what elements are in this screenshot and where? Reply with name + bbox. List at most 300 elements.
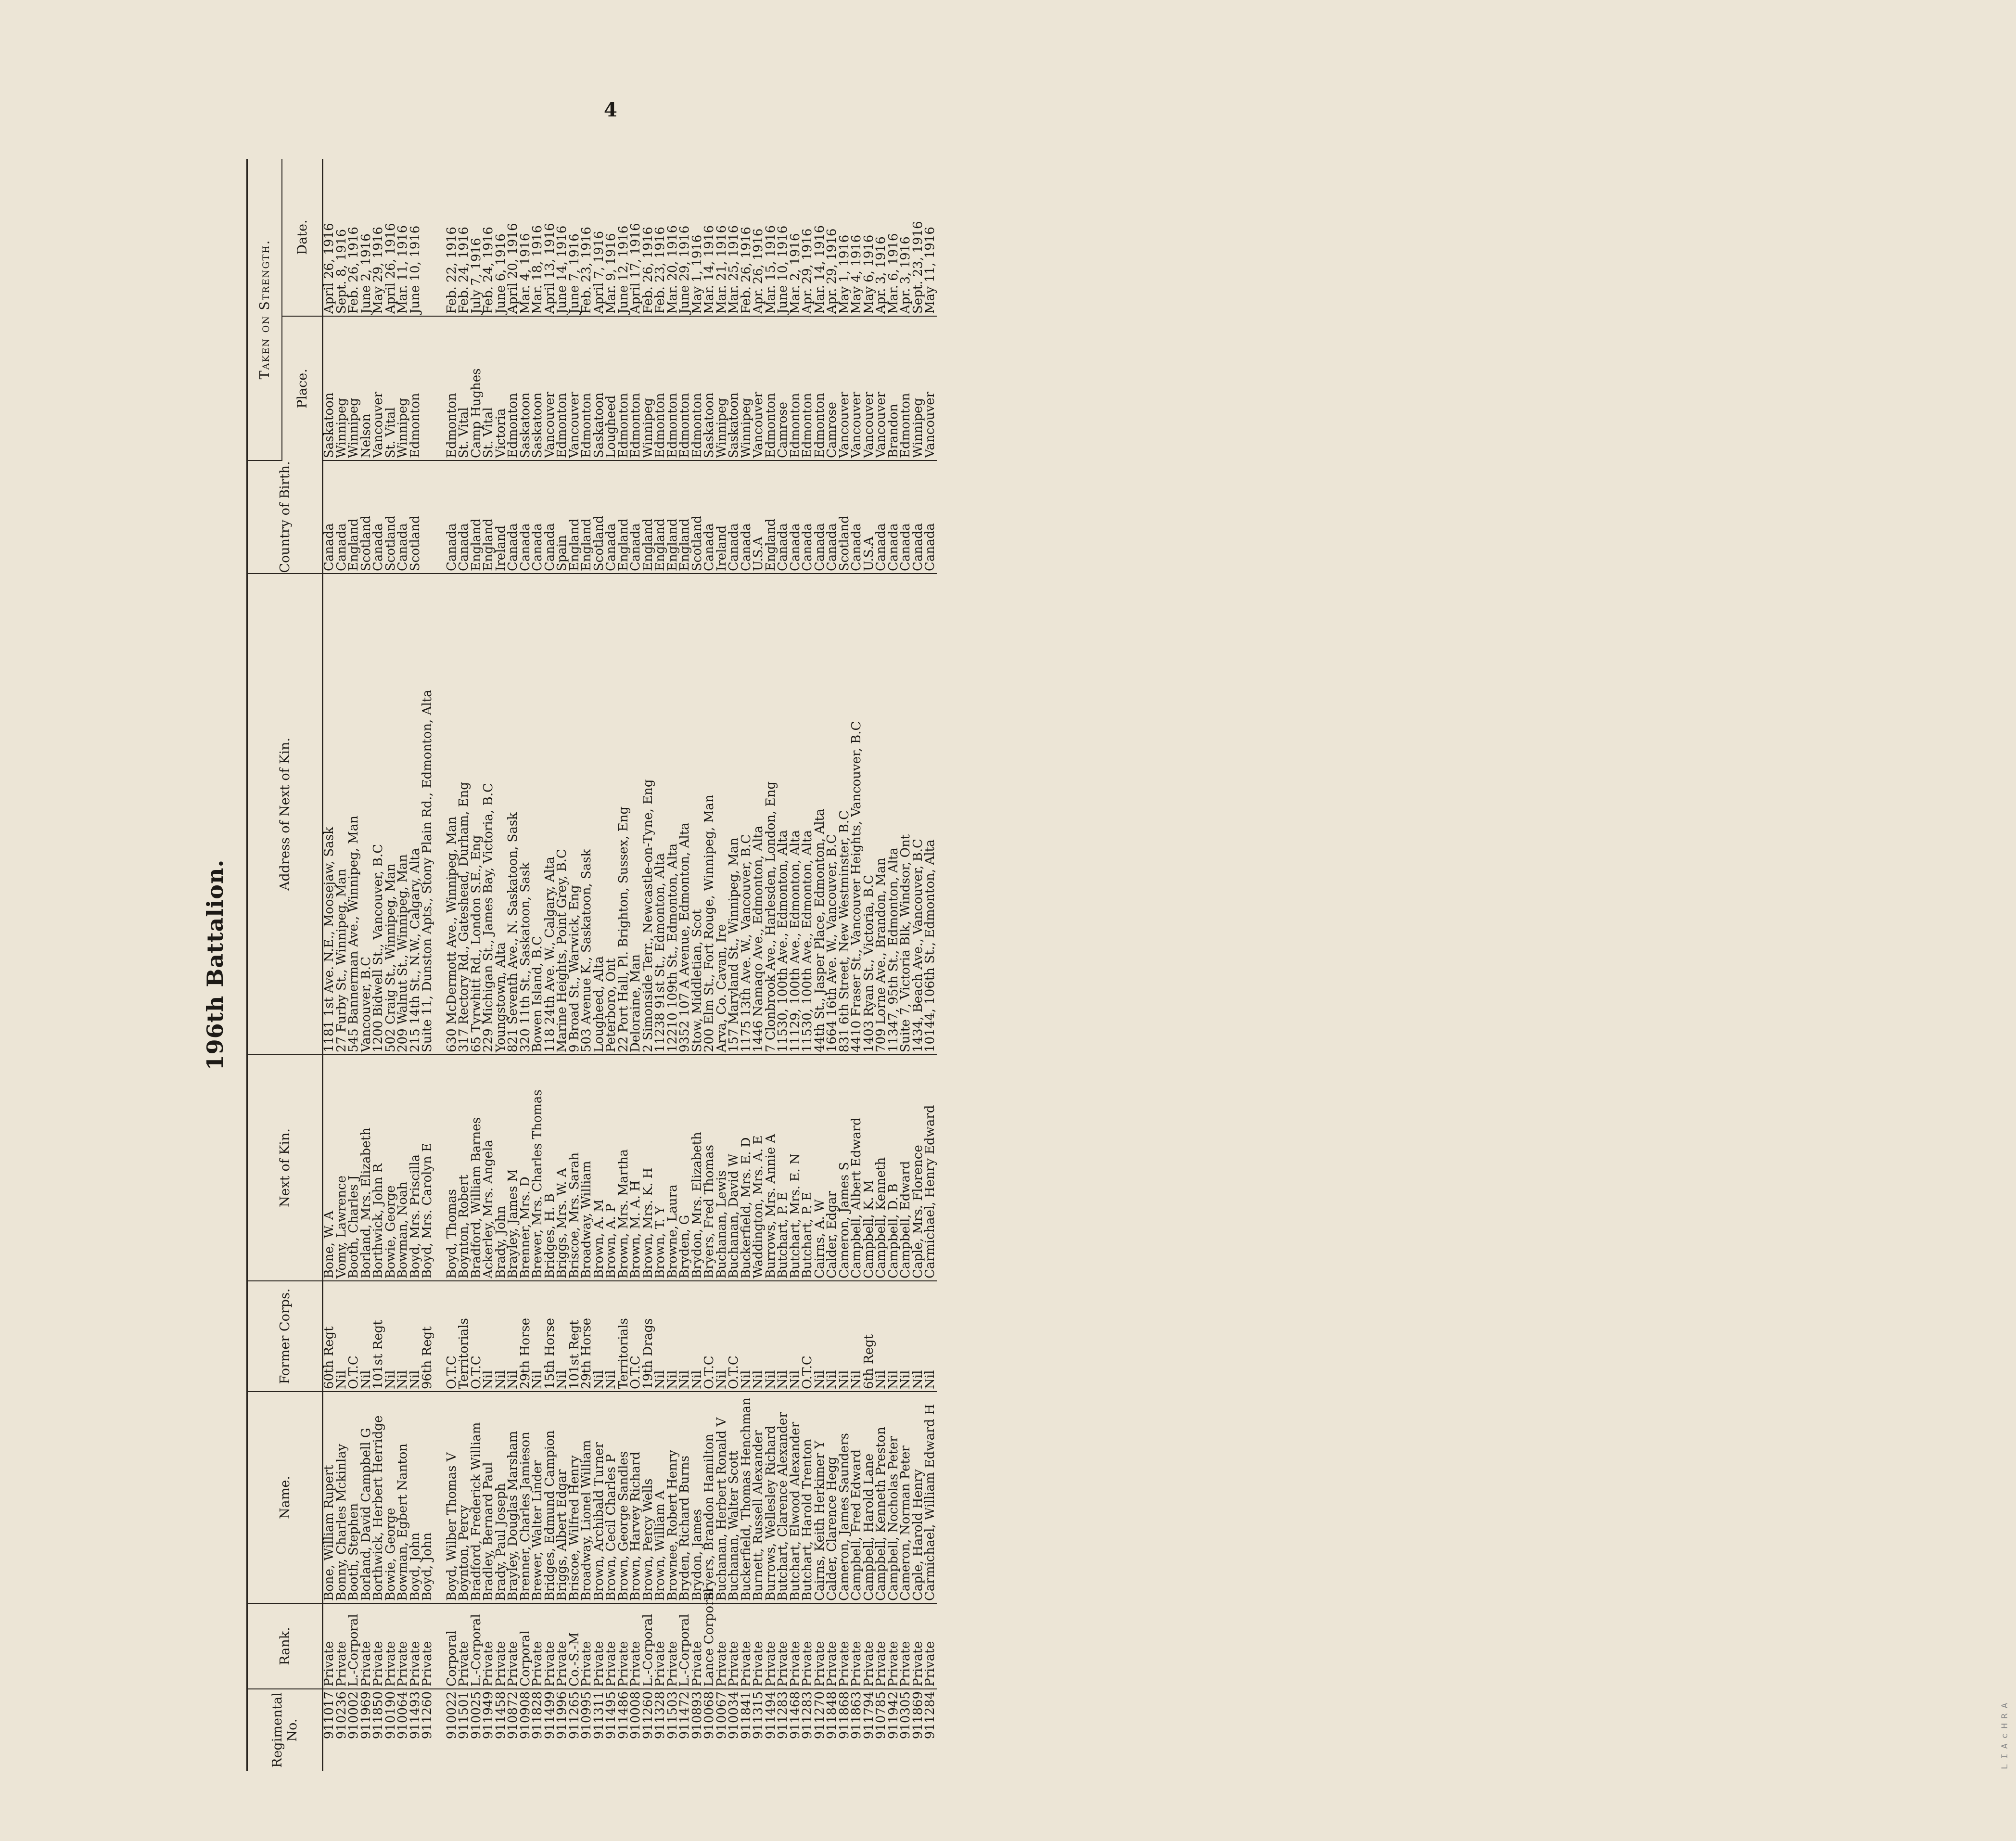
cell-next-of-kin: Brayley, James M [507, 1055, 520, 1281]
cell-next-of-kin: Boyd, Thomas [446, 1055, 459, 1281]
cell-former-corps: O.T.C [446, 1281, 459, 1392]
cell-name: Campbell, Nocholas Peter [888, 1392, 900, 1603]
cell-place: Saskatoon [593, 316, 606, 460]
header-address: Address of Next of Kin. [247, 574, 323, 1055]
cell-rank: Private [372, 1603, 385, 1689]
cell-former-corps: Nil [495, 1281, 508, 1392]
cell-name: Borthwick, Herbert Herridge [372, 1392, 385, 1603]
cell-address: 1181 1st Ave. N.E., Moosejaw, Sask [323, 574, 336, 1055]
cell-next-of-kin: Brenner, Mrs. D [520, 1055, 532, 1281]
table-row [728, 159, 740, 1771]
cell-regimental-no: 910872 [506, 1691, 520, 1739]
cell-name: Calder, Clarence Hegg [826, 1392, 839, 1603]
header-rank: Rank. [247, 1603, 323, 1689]
table-row [348, 159, 360, 1771]
cell-name: Bowman, Egbert Nanton [397, 1392, 409, 1603]
cell-country: Canada [458, 460, 471, 574]
cell-country: England [642, 460, 655, 574]
cell-date: April 17, 1916 [630, 159, 642, 316]
cell-country: England [679, 460, 691, 574]
cell-next-of-kin: Bowie, George [385, 1055, 397, 1281]
cell-date: April 20, 1916 [507, 159, 520, 316]
cell-rank: Private [421, 1603, 434, 1689]
cell-address: 545 Bannerman Ave., Winnipeg, Man [348, 574, 360, 1055]
cell-regimental-no: 911863 [849, 1691, 864, 1739]
cell-address: 4410 Fraser St., Vancouver Heights, Vancouver, B.C [851, 574, 863, 1055]
cell-rank: Private [360, 1603, 373, 1689]
cell-place: Vancouver [875, 316, 888, 460]
cell-date [421, 159, 434, 316]
table-row [875, 159, 888, 1771]
cell-place: Vancouver [544, 316, 557, 460]
cell-name: Butchart, Harold Trenton [802, 1392, 814, 1603]
cell-place: Edmonton [790, 316, 802, 460]
cell-place: Saskatoon [520, 316, 532, 460]
cell-next-of-kin: Briggs, Mrs. W. A [556, 1055, 569, 1281]
cell-rank: Private [532, 1603, 544, 1689]
cell-former-corps: Nil [336, 1281, 348, 1392]
cell-name: Buchanan, Herbert Ronald V [716, 1392, 728, 1603]
cell-place: Edmonton [765, 316, 778, 460]
cell-date: May 11, 1916 [924, 159, 937, 316]
cell-place: Vancouver [372, 316, 385, 460]
cell-former-corps: Nil [691, 1281, 704, 1392]
cell-rank: Private [495, 1603, 508, 1689]
cell-place [421, 316, 434, 460]
cell-rank: Private [654, 1603, 667, 1689]
cell-rank: Private [556, 1603, 569, 1689]
cell-address: 502 Craig St., Winnipeg, Man [385, 574, 397, 1055]
table-row [851, 159, 863, 1771]
cell-place: Victoria [495, 316, 508, 460]
cell-address: 11530, 100th Ave., Edmonton, Alta [802, 574, 814, 1055]
cell-former-corps: O.T.C [471, 1281, 483, 1392]
cell-regimental-no: 911869 [910, 1691, 925, 1739]
cell-rank: Private [458, 1603, 471, 1689]
cell-date: May 4, 1916 [851, 159, 863, 316]
cell-rank: Private [802, 1603, 814, 1689]
cell-date: Feb. 24, 1916 [458, 159, 471, 316]
cell-place: Vancouver [839, 316, 851, 460]
cell-name: Boynton, Percy [458, 1392, 471, 1603]
cell-name: Brydon, James [691, 1392, 704, 1603]
cell-next-of-kin: Vomy, Lawrence [336, 1055, 348, 1281]
cell-address: 11129, 100th Ave., Edmonton, Alta [790, 574, 802, 1055]
cell-address: 12210 109th St., Edmonton, Alta [667, 574, 679, 1055]
cell-next-of-kin: Brown, T. Y [654, 1055, 667, 1281]
cell-date: June 14, 1916 [556, 159, 569, 316]
cell-country: Canada [851, 460, 863, 574]
cell-former-corps: 19th Drags [642, 1281, 655, 1392]
cell-place: Saskatoon [532, 316, 544, 460]
cell-name: Booth, Stephen [348, 1392, 360, 1603]
table-row [924, 159, 937, 1771]
cell-date: July 7, 1916 [471, 159, 483, 316]
cell-country: England [618, 460, 630, 574]
cell-date: May 1, 1916 [839, 159, 851, 316]
cell-name: Bryers, Brandon Hamilton [703, 1392, 716, 1603]
cell-former-corps: Nil [605, 1281, 618, 1392]
cell-former-corps: Nil [765, 1281, 778, 1392]
cell-next-of-kin: Broadway, William [581, 1055, 593, 1281]
cell-date: Mar. 21, 1916 [716, 159, 728, 316]
cell-name: Brownee, Robert Henry [667, 1392, 679, 1603]
cell-place: Vancouver [924, 316, 937, 460]
table-row [556, 159, 569, 1771]
cell-address: Deloraine, Man [630, 574, 642, 1055]
table-row [703, 159, 716, 1771]
cell-next-of-kin: Briscoe, Mrs. Sarah [569, 1055, 581, 1281]
cell-name: Brown, William A [654, 1392, 667, 1603]
cell-date: April 26, 1916 [323, 159, 336, 316]
cell-name: Bonny, Charles Mckinlay [336, 1392, 348, 1603]
cell-regimental-no: 911315 [751, 1691, 766, 1739]
cell-country: U.S.A [753, 460, 765, 574]
cell-name: Broadway, Lionel William [581, 1392, 593, 1603]
cell-regimental-no: 910908 [518, 1691, 533, 1739]
cell-name: Brewer, Walter Linder [532, 1392, 544, 1603]
cell-former-corps: Nil [900, 1281, 912, 1392]
cell-regimental-no: 911265 [567, 1691, 582, 1739]
cell-country: Canada [875, 460, 888, 574]
cell-rank: Private [507, 1603, 520, 1689]
cell-regimental-no: 910002 [346, 1691, 361, 1739]
cell-former-corps: Nil [593, 1281, 606, 1392]
cell-former-corps: 101st Regt [569, 1281, 581, 1392]
cell-rank: Private [581, 1603, 593, 1689]
cell-regimental-no: 911283 [776, 1691, 790, 1739]
cell-regimental-no: 911468 [788, 1691, 803, 1739]
cell-rank: Private [618, 1603, 630, 1689]
cell-name: Bone, William Rupert [323, 1392, 336, 1603]
cell-place: Camp Hughes [471, 316, 483, 460]
cell-name: Cameron, Norman Peter [900, 1392, 912, 1603]
cell-place: St. Vital [385, 316, 397, 460]
cell-next-of-kin: Butchart, Mrs. E. N [790, 1055, 802, 1281]
spacer-cell [434, 574, 446, 1055]
cell-next-of-kin: Buckerfield, Mrs. E. D [740, 1055, 753, 1281]
cell-country: U.S.A [863, 460, 876, 574]
cell-country: England [471, 460, 483, 574]
cell-place: Edmonton [630, 316, 642, 460]
cell-next-of-kin: Calder, Edgar [826, 1055, 839, 1281]
cell-regimental-no: 910305 [898, 1691, 913, 1739]
cell-place: Edmonton [556, 316, 569, 460]
table-row [372, 159, 385, 1771]
cell-rank: Private [912, 1603, 925, 1689]
cell-former-corps: 15th Horse [544, 1281, 557, 1392]
cell-place: Winnipeg [912, 316, 925, 460]
rotated-roll [202, 159, 2016, 1771]
cell-next-of-kin: Campbell, Edward [900, 1055, 912, 1281]
spacer-cell [434, 1281, 446, 1392]
cell-rank: Private [409, 1603, 422, 1689]
cell-country: Canada [900, 460, 912, 574]
cell-country: Canada [520, 460, 532, 574]
cell-address: 1200 Bidwell St., Vancouver, B.C [372, 574, 385, 1055]
cell-rank: L.-Corporal [348, 1603, 360, 1689]
cell-place: Edmonton [814, 316, 827, 460]
cell-name: Bradford, Frederick William [471, 1392, 483, 1603]
cell-place: Winnipeg [716, 316, 728, 460]
cell-place: Edmonton [654, 316, 667, 460]
cell-country: England [581, 460, 593, 574]
cell-country: Canada [372, 460, 385, 574]
cell-next-of-kin: Brydon, Mrs. Elizabeth [691, 1055, 704, 1281]
cell-regimental-no: 911868 [837, 1691, 852, 1739]
cell-next-of-kin: Cairns, A. W [814, 1055, 827, 1281]
cell-country: Canada [323, 460, 336, 574]
cell-date: June 29, 1916 [679, 159, 691, 316]
header-former-corps: Former Corps. [247, 1281, 323, 1392]
cell-country: England [654, 460, 667, 574]
cell-former-corps: Nil [790, 1281, 802, 1392]
cell-next-of-kin: Buchanan, David W [728, 1055, 740, 1281]
cell-country: Scotland [385, 460, 397, 574]
cell-rank: Private [790, 1603, 802, 1689]
cell-regimental-no: 911499 [542, 1691, 557, 1739]
cell-former-corps: O.T.C [728, 1281, 740, 1392]
cell-rank: Lance Corporal [703, 1603, 716, 1689]
cell-country: Scotland [360, 460, 373, 574]
cell-name: Carmichael, William Edward H [924, 1392, 937, 1603]
table-row-spacer [434, 159, 446, 1771]
cell-name: Bryden, Richard Burns [679, 1392, 691, 1603]
cell-regimental-no: 911969 [358, 1691, 373, 1739]
cell-regimental-no: 910236 [334, 1691, 349, 1739]
cell-former-corps: Nil [507, 1281, 520, 1392]
cell-next-of-kin: Cameron, James S [839, 1055, 851, 1281]
cell-regimental-no: 910995 [579, 1691, 594, 1739]
cell-address: 831 6th Street, New Westminster, B.C [839, 574, 851, 1055]
cell-name: Brown, Archibald Turner [593, 1392, 606, 1603]
cell-name: Bradley, Bernard Paul [483, 1392, 495, 1603]
table-row [753, 159, 765, 1771]
cell-next-of-kin: Browne, Laura [667, 1055, 679, 1281]
cell-address: 1664 16th Ave. W., Vancouver, B.C [826, 574, 839, 1055]
cell-place: Edmonton [409, 316, 422, 460]
cell-name: Bridges, Edmund Campion [544, 1392, 557, 1603]
cell-place: St. Vital [458, 316, 471, 460]
cell-date: June 6, 1916 [495, 159, 508, 316]
cell-former-corps: 60th Regt [323, 1281, 336, 1392]
cell-place: Camrose [777, 316, 790, 460]
cell-address: 1434, Beach Ave., Vancouver, B.C [912, 574, 925, 1055]
cell-name: Borland, David Campbell G [360, 1392, 373, 1603]
cell-address: 1403 Ryan St., Victoria, B.C [863, 574, 876, 1055]
cell-former-corps: Nil [826, 1281, 839, 1392]
cell-rank: Private [826, 1603, 839, 1689]
cell-rank: L.-Corporal [642, 1603, 655, 1689]
cell-address: 157 Maryland St., Winnipeg, Man [728, 574, 740, 1055]
cell-name: Boyd, Wilber Thomas V [446, 1392, 459, 1603]
cell-regimental-no: 910893 [689, 1691, 704, 1739]
cell-place: St. Vital [483, 316, 495, 460]
cell-regimental-no: 911328 [653, 1691, 667, 1739]
cell-rank: Private [753, 1603, 765, 1689]
cell-address: Lougheed, Alta [593, 574, 606, 1055]
cell-country: Canada [336, 460, 348, 574]
spacer-cell [434, 1603, 446, 1689]
cell-regimental-no: 910022 [444, 1691, 459, 1739]
cell-country: England [348, 460, 360, 574]
cell-address: 630 McDermott Ave., Winnipeg, Man [446, 574, 459, 1055]
cell-date: April 7, 1916 [593, 159, 606, 316]
cell-date: Mar. 14, 1916 [703, 159, 716, 316]
cell-next-of-kin: Carmichael, Henry Edward [924, 1055, 937, 1281]
cell-name: Boyd, John [421, 1392, 434, 1603]
cell-regimental-no: 911260 [640, 1691, 655, 1739]
cell-regimental-no: 911848 [825, 1691, 839, 1739]
cell-rank: Private [397, 1603, 409, 1689]
cell-former-corps: O.T.C [703, 1281, 716, 1392]
cell-date: Apr. 26, 1916 [753, 159, 765, 316]
cell-regimental-no: 911472 [677, 1691, 692, 1739]
cell-date: June 12, 1916 [618, 159, 630, 316]
cell-next-of-kin: Caple, Mrs. Florence [912, 1055, 925, 1281]
table-row [507, 159, 520, 1771]
cell-former-corps: 6th Regt [863, 1281, 876, 1392]
cell-former-corps: 101st Regt [372, 1281, 385, 1392]
cell-rank: L.-Corporal [471, 1603, 483, 1689]
cell-next-of-kin: Bryden, G [679, 1055, 691, 1281]
cell-country: England [667, 460, 679, 574]
cell-address: 1446 Namaqo Ave., Edmonton, Alta [753, 574, 765, 1055]
cell-name: Boyd, John [409, 1392, 422, 1603]
cell-place: Vancouver [851, 316, 863, 460]
cell-address: Youngstown, Alta [495, 574, 508, 1055]
cell-next-of-kin: Waddington, Mrs. A. E [753, 1055, 765, 1281]
cell-regimental-no: 911283 [800, 1691, 815, 1739]
cell-name: Caple, Harold Henry [912, 1392, 925, 1603]
cell-regimental-no: 911942 [886, 1691, 901, 1739]
cell-rank: Corporal [520, 1603, 532, 1689]
cell-regimental-no: 911284 [923, 1691, 937, 1739]
cell-address: 317 Rectory Rd., Gateshead, Durham, Eng [458, 574, 471, 1055]
cell-address: 200 Elm St., Fort Rouge, Winnipeg, Man [703, 574, 716, 1055]
cell-address: 320 11th St., Saskatoon, Sask [520, 574, 532, 1055]
cell-country: Canada [397, 460, 409, 574]
cell-rank: Private [888, 1603, 900, 1689]
cell-place: Edmonton [679, 316, 691, 460]
cell-next-of-kin: Brewer, Mrs. Charles Thomas [532, 1055, 544, 1281]
cell-address: 1175 13th Ave. W., Vancouver, B.C [740, 574, 753, 1055]
cell-date: Mar. 9, 1916 [605, 159, 618, 316]
header-regimental-no: Regimental No. [270, 1692, 300, 1768]
cell-next-of-kin: Campbell, Albert Edward [851, 1055, 863, 1281]
cell-date: June 2, 1916 [360, 159, 373, 316]
cell-country: Canada [740, 460, 753, 574]
cell-next-of-kin: Butchart, P. E [802, 1055, 814, 1281]
cell-next-of-kin: Boyd, Mrs. Priscilla [409, 1055, 422, 1281]
cell-former-corps: Nil [532, 1281, 544, 1392]
cell-former-corps: 96th Regt [421, 1281, 434, 1392]
table-row [777, 159, 790, 1771]
cell-address: 11347, 95th St., Edmonton, Alta [888, 574, 900, 1055]
cell-date: Feb. 23, 1916 [654, 159, 667, 316]
cell-date: Mar. 6, 1916 [888, 159, 900, 316]
cell-former-corps: 29th Horse [581, 1281, 593, 1392]
page-number: 4 [604, 99, 617, 121]
header-taken-on-strength: Taken on Strength. [247, 159, 282, 460]
cell-former-corps: Nil [912, 1281, 925, 1392]
cell-name: Burrows, Wellesley Richard [765, 1392, 778, 1603]
cell-name: Brayley, Douglas Marsham [507, 1392, 520, 1603]
table-row [421, 159, 434, 1771]
cell-country: Scotland [839, 460, 851, 574]
cell-country: England [483, 460, 495, 574]
cell-name: Butchart, Clarence Alexander [777, 1392, 790, 1603]
cell-regimental-no: 911850 [371, 1691, 385, 1739]
cell-place: Winnipeg [336, 316, 348, 460]
cell-rank: Private [336, 1603, 348, 1689]
cell-place: Brandon [888, 316, 900, 460]
cell-former-corps: Nil [483, 1281, 495, 1392]
cell-rank: Co.-S.-M [569, 1603, 581, 1689]
cell-place: Edmonton [900, 316, 912, 460]
cell-date: Feb. 23, 1916 [581, 159, 593, 316]
cell-former-corps: Territorials [458, 1281, 471, 1392]
cell-name: Buckerfield, Thomas Henchman [740, 1392, 753, 1603]
nominal-roll-table [246, 159, 937, 1771]
cell-next-of-kin: Booth, Charles J [348, 1055, 360, 1281]
cell-date: Mar. 15, 1916 [765, 159, 778, 316]
cell-next-of-kin: Bradford, William Barnes [471, 1055, 483, 1281]
cell-name: Cameron, James Saunders [839, 1392, 851, 1603]
cell-place: Winnipeg [348, 316, 360, 460]
cell-country: Ireland [495, 460, 508, 574]
cell-country: Scotland [409, 460, 422, 574]
cell-rank: Private [483, 1603, 495, 1689]
cell-next-of-kin: Bridges, H. B [544, 1055, 557, 1281]
cell-country: Canada [507, 460, 520, 574]
cell-next-of-kin: Brown, Mrs. Martha [618, 1055, 630, 1281]
cell-country: Canada [924, 460, 937, 574]
cell-rank: Private [630, 1603, 642, 1689]
cell-former-corps: Nil [409, 1281, 422, 1392]
cell-name: Campbell, Kenneth Preston [875, 1392, 888, 1603]
cell-name: Campbell, Fred Edward [851, 1392, 863, 1603]
cell-address: Peterboro, Ont [605, 574, 618, 1055]
cell-date: Feb. 22, 1916 [446, 159, 459, 316]
cell-country: Canada [532, 460, 544, 574]
cell-former-corps: Nil [875, 1281, 888, 1392]
cell-place: Saskatoon [323, 316, 336, 460]
cell-place: Winnipeg [642, 316, 655, 460]
cell-place: Camrose [826, 316, 839, 460]
cell-next-of-kin: Brady, John [495, 1055, 508, 1281]
cell-country: Canada [446, 460, 459, 574]
cell-name: Brown, Cecil Charles P [605, 1392, 618, 1603]
cell-regimental-no: 911270 [812, 1691, 827, 1739]
cell-rank: Private [740, 1603, 753, 1689]
cell-place: Edmonton [691, 316, 704, 460]
cell-regimental-no: 910190 [383, 1691, 398, 1739]
cell-address: Suite 11, Dunston Apts., Stony Plain Rd., Edmonton, Alta [421, 574, 434, 1055]
table-row [323, 159, 336, 1771]
cell-country: Canada [777, 460, 790, 574]
cell-regimental-no: 910785 [874, 1691, 888, 1739]
cell-next-of-kin: Brown, M. A. H [630, 1055, 642, 1281]
cell-rank: L.-Corporal [679, 1603, 691, 1689]
cell-date: April 13, 1916 [544, 159, 557, 316]
cell-address: 821 Seventh Ave., N. Saskatoon, Sask [507, 574, 520, 1055]
table-row [581, 159, 593, 1771]
cell-country: England [765, 460, 778, 574]
cell-name: Briscoe, Wilfred Henry [569, 1392, 581, 1603]
table-row [605, 159, 618, 1771]
cell-address: 709 Lorne Ave., Brandon, Man [875, 574, 888, 1055]
